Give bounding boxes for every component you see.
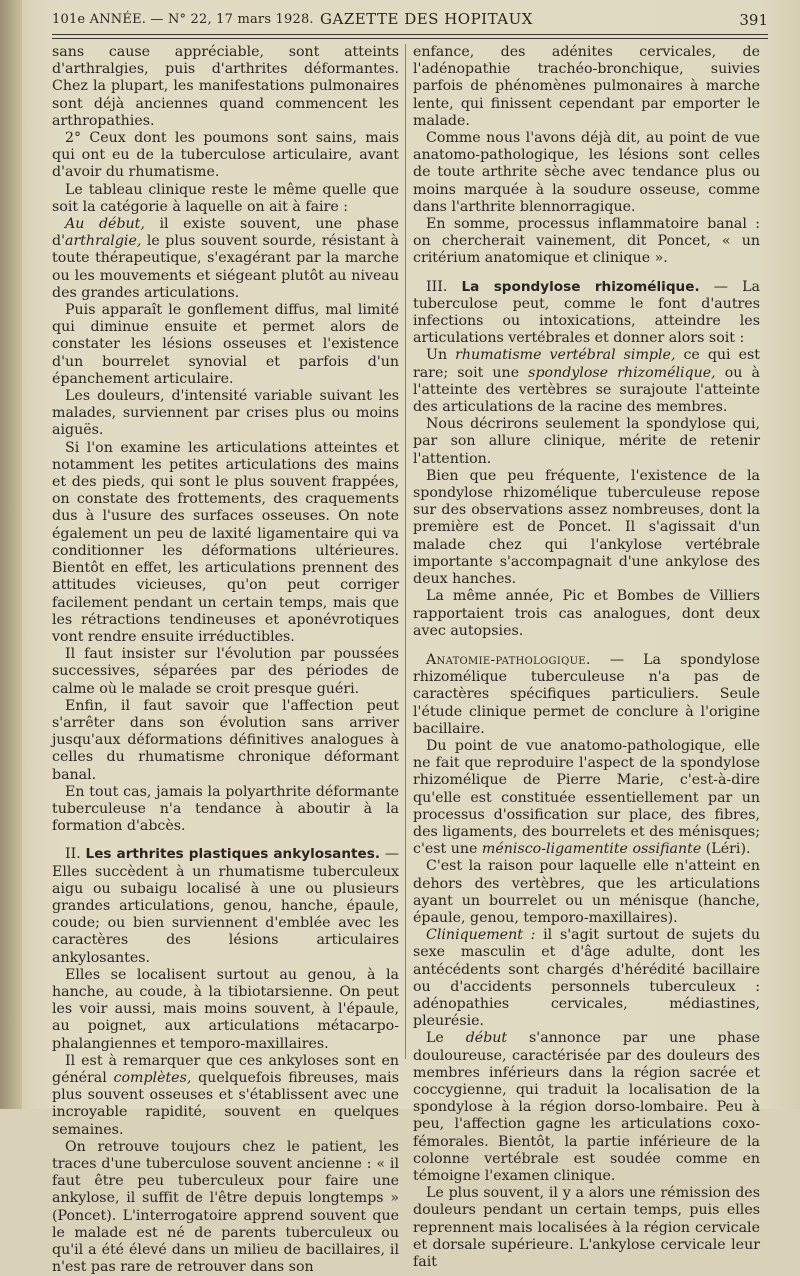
text-run: il s'agit surtout de sujets du sexe masculin et d'âge adulte, dont les antécédents sont chargés d'hérédité bacillaire ou d'accidents personnels tuberculeux : adénopathies cervicales, médiastines, pleurésie. xyxy=(413,927,760,1030)
subsection-paragraph xyxy=(413,652,760,738)
section-title: La spondylose rhizomélique. xyxy=(461,278,700,295)
text-run: ou à l'atteinte des vertèbres se surajoute l'atteinte des articulations de la racine des membres. xyxy=(413,364,760,416)
paragraph xyxy=(52,216,399,302)
section-heading-paragraph xyxy=(413,279,760,348)
paragraph: Si l'on examine les articulations atteintes et notamment les petites articulations des mains et des pieds, qui sont le plus souvent frappées, on constate des frottements, des craquements dus à l'usure des surfaces osseuses. On note également un peu de laxité ligamentaire qui va conditionner les déformations ultérieures. Bientôt en effet, les articulations prennent des attitudes vicieuses, qu'on peut corriger facilement pendant un certain temps, mais que les rétractions tendineuses et aponévrotiques vont rendre ensuite irréductibles. xyxy=(52,439,399,645)
text-run: — La tuberculose peut, comme le font d'autres infections ou intoxications, atteindre les articulations vertébrales et donner alors soit : xyxy=(413,278,761,347)
left-column xyxy=(52,44,399,1276)
paragraph: Le plus souvent, il y a alors une rémission des douleurs pendant un certain temps, puis elles reprennent mais localisées à la région cervicale et dorsale supérieure. L'ankylose cervicale leur fait xyxy=(413,1185,760,1271)
italic-text: rhumatisme vertébral simple, xyxy=(455,347,676,364)
paragraph xyxy=(52,1053,399,1139)
text-run: — Elles succèdent à un rhumatisme tuberculeux aigu ou subaigu localisé à une ou plusieurs grandes articulations, genou, hanche, épaule, coude; ou bien surviennent d'emblée avec les caractères des lésions articulaires ankylosantes. xyxy=(52,846,400,966)
page-number: 391 xyxy=(739,11,768,29)
journal-title: GAZETTE DES HOPITAUX xyxy=(320,10,533,28)
italic-text: Cliniquement : xyxy=(426,927,536,944)
section-number: III. xyxy=(426,278,448,295)
text-run: le plus souvent sourde, résistant à toute thérapeutique, s'exagérant par la marche ou les mouvements et siégeant plutôt au niveau des grandes articulations. xyxy=(52,233,399,301)
text-run: il existe souvent, une phase d' xyxy=(52,216,399,250)
text-run: Le xyxy=(426,1030,466,1047)
right-column xyxy=(413,44,760,1271)
subsection-label: Anatomie-pathologique. xyxy=(426,651,591,668)
text-run: — La spondylose rhizomélique tuberculeuse n'a pas de caractères spécifiques particuliers. Seule l'étude clinique permet de conclure à l'origine bacillaire. xyxy=(413,651,760,737)
paragraph: Puis apparaît le gonflement diffus, mal limité qui diminue ensuite et permet alors de constater les lésions osseuses et l'existence d'un bourrelet synovial et parfois d'un épanchement articulaire. xyxy=(52,302,399,387)
text-run: Il est à remarquer que ces ankyloses sont en général xyxy=(52,1052,399,1086)
paragraph xyxy=(413,1030,760,1185)
paragraph: Le tableau clinique reste le même quelle que soit la catégorie à laquelle on ait à faire : xyxy=(52,181,399,215)
text-run: Un xyxy=(426,347,456,364)
header-rule-top xyxy=(52,34,768,35)
page-header xyxy=(52,6,768,34)
section-title: Les arthrites plastiques ankylosantes. xyxy=(85,846,381,863)
paragraph: Enfin, il faut savoir que l'affection peut s'arrêter dans son évolution sans arriver jusqu'aux déformations définitives analogues à celles du rhumatisme chronique déformant banal. xyxy=(52,697,399,783)
paragraph: En tout cas, jamais la polyarthrite déformante tuberculeuse n'a tendance à aboutir à la formation d'abcès. xyxy=(52,783,399,835)
italic-text: début xyxy=(465,1030,508,1047)
italic-text: arthralgie, xyxy=(64,233,142,250)
text-run: ce qui est rare; soit une xyxy=(413,347,760,381)
italic-text: spondylose rhizomélique, xyxy=(528,364,716,381)
paragraph: La même année, Pic et Bombes de Villiers rapportaient trois cas analogues, dont deux avec autopsies. xyxy=(413,588,760,639)
paragraph: Les douleurs, d'intensité variable suivant les malades, surviennent par crises plus ou moins aiguës. xyxy=(52,388,399,439)
paragraph xyxy=(413,347,760,416)
paragraph: En somme, processus inflammatoire banal : on chercherait vainement, dit Poncet, « un critérium anatomique et clinique ». xyxy=(413,216,760,267)
paragraph: Nous décrirons seulement la spondylose qui, par son allure clinique, mérite de retenir l'attention. xyxy=(413,416,760,467)
header-rule-bottom xyxy=(52,38,768,39)
column-divider xyxy=(405,44,406,1059)
paragraph xyxy=(413,927,760,1030)
text-run: (Léri). xyxy=(701,841,751,858)
page-binding-edge xyxy=(0,0,22,1109)
italic-text: Au début, xyxy=(65,216,145,233)
issue-info: 101e ANNÉE. — N° 22, 17 mars 1928. xyxy=(52,12,314,27)
text-run: Du point de vue anatomo-pathologique, elle ne fait que reproduire l'aspect de la spondylose rhizomélique de Pierre Marie, c'est-à-dire qu'elle est constituée essentiellement par un processus d'ossification sur place, des fibres, des ligaments, des bourrelets et des ménisques; c'est une xyxy=(413,737,760,858)
italic-text: complètes, xyxy=(113,1069,192,1086)
paragraph xyxy=(413,738,760,858)
paragraph: enfance, des adénites cervicales, de l'adénopathie trachéo-bronchique, suivies parfois de phénomènes pulmonaires à marche lente, qui finissent cependant par emporter le malade. xyxy=(413,44,760,129)
section-heading-paragraph xyxy=(52,846,399,966)
paragraph: Elles se localisent surtout au genou, à la hanche, au coude, à la tibiotarsienne. On peut les voir aussi, mais moins souvent, à l'épaule, au poignet, aux articulations métacarpo-phalangiennes et temporo-maxillaires. xyxy=(52,966,399,1052)
paragraph: Comme nous l'avons déjà dit, au point de vue anatomo-pathologique, les lésions sont celles de toute arthrite sèche avec tendance plus ou moins marquée à la soudure osseuse, comme dans l'arthrite blennorragique. xyxy=(413,130,760,215)
paragraph: 2° Ceux dont les poumons sont sains, mais qui ont eu de la tuberculose articulaire, avant d'avoir du rhumatisme. xyxy=(52,130,399,181)
text-run: quelquefois fibreuses, mais plus souvent osseuses et s'établissent avec une incroyable rapidité, souvent en quelques semaines. xyxy=(52,1069,399,1138)
paragraph: Bien que peu fréquente, l'existence de la spondylose rhizomélique tuberculeuse repose sur des observations assez nombreuses, dont la première est de Poncet. Il s'agissait d'un malade chez qui l'ankylose vertébrale importante s'accompagnait d'une ankylose des deux hanches. xyxy=(413,467,760,588)
paragraph: Il faut insister sur l'évolution par poussées successives, séparées par des périodes de calme où le malade se croit presque guéri. xyxy=(52,646,399,697)
paragraph: On retrouve toujours chez le patient, les traces d'une tuberculose souvent ancienne : « il faut être peu tuberculeux pour faire une ankylose, il suffit de l'être depuis longtemps » (Poncet). L'interrogatoire apprend souvent que le malade est né de parents tuberculeux ou qu'il a été élevé dans un milieu de bacillaires, il n'est pas rare de retrouver dans son xyxy=(52,1138,399,1276)
section-number: II. xyxy=(65,846,81,863)
paragraph: C'est la raison pour laquelle elle n'atteint en dehors des vertèbres, que les articulations ayant un bourrelet ou un ménisque (hanche, épaule, genou, temporo-maxillaires). xyxy=(413,858,760,926)
text-run: s'annonce par une phase douloureuse, caractérisée par des douleurs des membres inférieurs dans la région sacrée et coccygienne, qui traduit la localisation de la spondylose à la région dorso-lombaire. Peu à peu, l'affection gagne les articulations coxo-fémorales. Bientôt, la partie inférieure de la colonne vertébrale est soudée comme en témoigne l'examen clinique. xyxy=(413,1030,760,1184)
paragraph: sans cause appréciable, sont atteints d'arthralgies, puis d'arthrites déformantes. Chez la plupart, les manifestations pulmonaires sont déjà anciennes quand commencent les arthropathies. xyxy=(52,44,399,129)
italic-text: ménisco-ligamentite ossifiante xyxy=(481,841,702,858)
